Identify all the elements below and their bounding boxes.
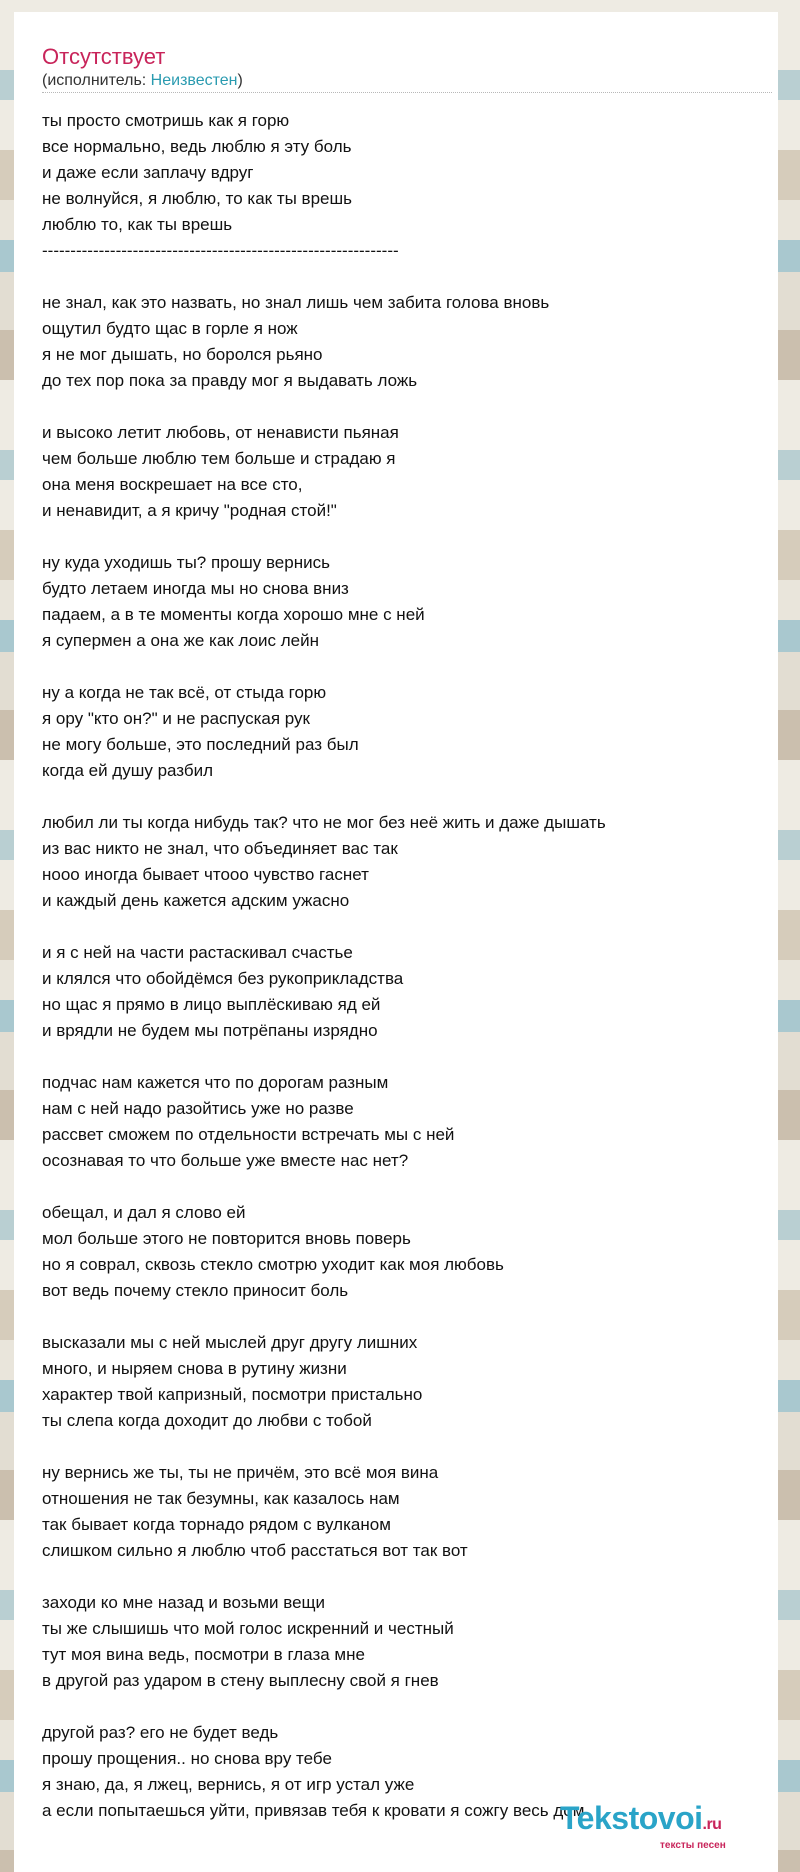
lyric-line: все нормально, ведь люблю я эту боль (42, 137, 352, 156)
lyric-line: прошу прощения.. но снова вру тебе (42, 1749, 332, 1768)
lyric-line: до тех пор пока за правду мог я выдавать ложь (42, 371, 418, 390)
lyric-line: тут моя вина ведь, посмотри в глаза мне (42, 1645, 365, 1664)
lyric-line: --------------------------------------------------------------- (42, 241, 399, 260)
lyric-line (42, 1694, 782, 1720)
lyric-line: вот ведь почему стекло приносит боль (42, 1281, 349, 1300)
lyric-line: и даже если заплачу вдруг (42, 163, 254, 182)
lyric-line: она меня воскрешает на все сто, (42, 475, 303, 494)
lyric-line: и ненавидит, а я кричу "родная стой!" (42, 501, 337, 520)
lyric-line: и врядли не будем мы потрёпаны изрядно (42, 1021, 378, 1040)
lyric-line: так бывает когда торнадо рядом с вулканом (42, 1515, 391, 1534)
lyric-line: ты слепа когда доходит до любви с тобой (42, 1411, 372, 1430)
lyric-line: мол больше этого не повторится вновь поверь (42, 1229, 411, 1248)
lyric-line: заходи ко мне назад и возьми вещи (42, 1593, 326, 1612)
lyric-line: я ору "кто он?" и не распуская рук (42, 709, 310, 728)
artist-suffix: ) (237, 72, 243, 89)
lyric-line: из вас никто не знал, что объединяет вас так (42, 839, 398, 858)
lyric-line: нооо иногда бывает чтооо чувство гаснет (42, 865, 369, 884)
lyric-line: отношения не так безумны, как казалось нам (42, 1489, 400, 1508)
lyric-line: ты просто смотришь как я горю (42, 111, 290, 130)
lyric-line: но я соврал, сквозь стекло смотрю уходит как моя любовь (42, 1255, 504, 1274)
lyric-line (42, 1174, 782, 1200)
lyric-line: чем больше люблю тем больше и страдаю я (42, 449, 396, 468)
artist-line (42, 72, 243, 90)
lyric-line: ощутил будто щас в горле я нож (42, 319, 298, 338)
lyric-line: любил ли ты когда нибудь так? что не мог без неё жить и даже дышать (42, 813, 606, 832)
lyric-line: и каждый день кажется адским ужасно (42, 891, 350, 910)
lyric-line: и клялся что обойдёмся без рукоприкладства (42, 969, 404, 988)
lyric-line: высказали мы с ней мыслей друг другу лишних (42, 1333, 418, 1352)
lyric-line: ну а когда не так всё, от стыда горю (42, 683, 327, 702)
lyric-line (42, 654, 782, 680)
lyric-line: когда ей душу разбил (42, 761, 214, 780)
lyric-line: ну вернись же ты, ты не причём, это всё моя вина (42, 1463, 439, 1482)
lyric-line: не волнуйся, я люблю, то как ты врешь (42, 189, 352, 208)
lyric-line (42, 524, 782, 550)
lyric-line (42, 394, 782, 420)
lyric-line: нам с ней надо разойтись уже но разве (42, 1099, 354, 1118)
lyric-line: и высоко летит любовь, от ненависти пьяная (42, 423, 399, 442)
lyric-line (42, 784, 782, 810)
lyric-line: обещал, и дал я слово ей (42, 1203, 246, 1222)
lyric-line: в другой раз ударом в стену выплесну свой я гнев (42, 1671, 439, 1690)
logo-tld: .ru (702, 1816, 722, 1833)
lyric-line: а если попытаешься уйти, привязав тебя к кровати я сожгу весь дом (42, 1801, 585, 1820)
lyric-line: другой раз? его не будет ведь (42, 1723, 279, 1742)
lyric-line (42, 1564, 782, 1590)
lyric-line: не знал, как это назвать, но знал лишь чем забита голова вновь (42, 293, 550, 312)
lyric-line: я не мог дышать, но боролся рьяно (42, 345, 323, 364)
lyric-line: много, и ныряем снова в рутину жизни (42, 1359, 347, 1378)
lyric-line: ну куда уходишь ты? прошу вернись (42, 553, 330, 572)
lyric-line: люблю то, как ты врешь (42, 215, 233, 234)
lyric-line (42, 1304, 782, 1330)
lyric-line: я супермен а она же как лоис лейн (42, 631, 320, 650)
tekstovoi-logo[interactable] (560, 1800, 721, 1837)
lyric-line: характер твой капризный, посмотри пристально (42, 1385, 423, 1404)
lyric-line: я знаю, да, я лжец, вернись, я от игр устал уже (42, 1775, 415, 1794)
lyric-line: рассвет сможем по отдельности встречать мы с ней (42, 1125, 455, 1144)
lyrics-block (42, 108, 782, 1824)
lyric-line (42, 264, 782, 290)
logo-name: Tekstovoi (560, 1800, 703, 1836)
lyric-line: подчас нам кажется что по дорогам разным (42, 1073, 389, 1092)
lyric-line: осознавая то что больше уже вместе нас нет? (42, 1151, 409, 1170)
lyric-line (42, 1434, 782, 1460)
song-title: Отсутствует (42, 44, 166, 69)
lyric-line (42, 1044, 782, 1070)
lyric-line (42, 914, 782, 940)
lyric-line: слишком сильно я люблю чтоб расстаться вот так вот (42, 1541, 468, 1560)
artist-prefix: (исполнитель: (42, 72, 151, 89)
artist-link[interactable]: Неизвестен (150, 72, 238, 89)
lyric-line: ты же слышишь что мой голос искренний и честный (42, 1619, 454, 1638)
title-divider (42, 92, 772, 93)
content-page (14, 12, 778, 1872)
lyric-line: падаем, а в те моменты когда хорошо мне с ней (42, 605, 425, 624)
lyric-line: не могу больше, это последний раз был (42, 735, 359, 754)
lyric-line: будто летаем иногда мы но снова вниз (42, 579, 349, 598)
lyric-line: и я с ней на части растаскивал счастье (42, 943, 353, 962)
logo-tagline: тексты песен (660, 1840, 726, 1851)
lyric-line: но щас я прямо в лицо выплёскиваю яд ей (42, 995, 381, 1014)
